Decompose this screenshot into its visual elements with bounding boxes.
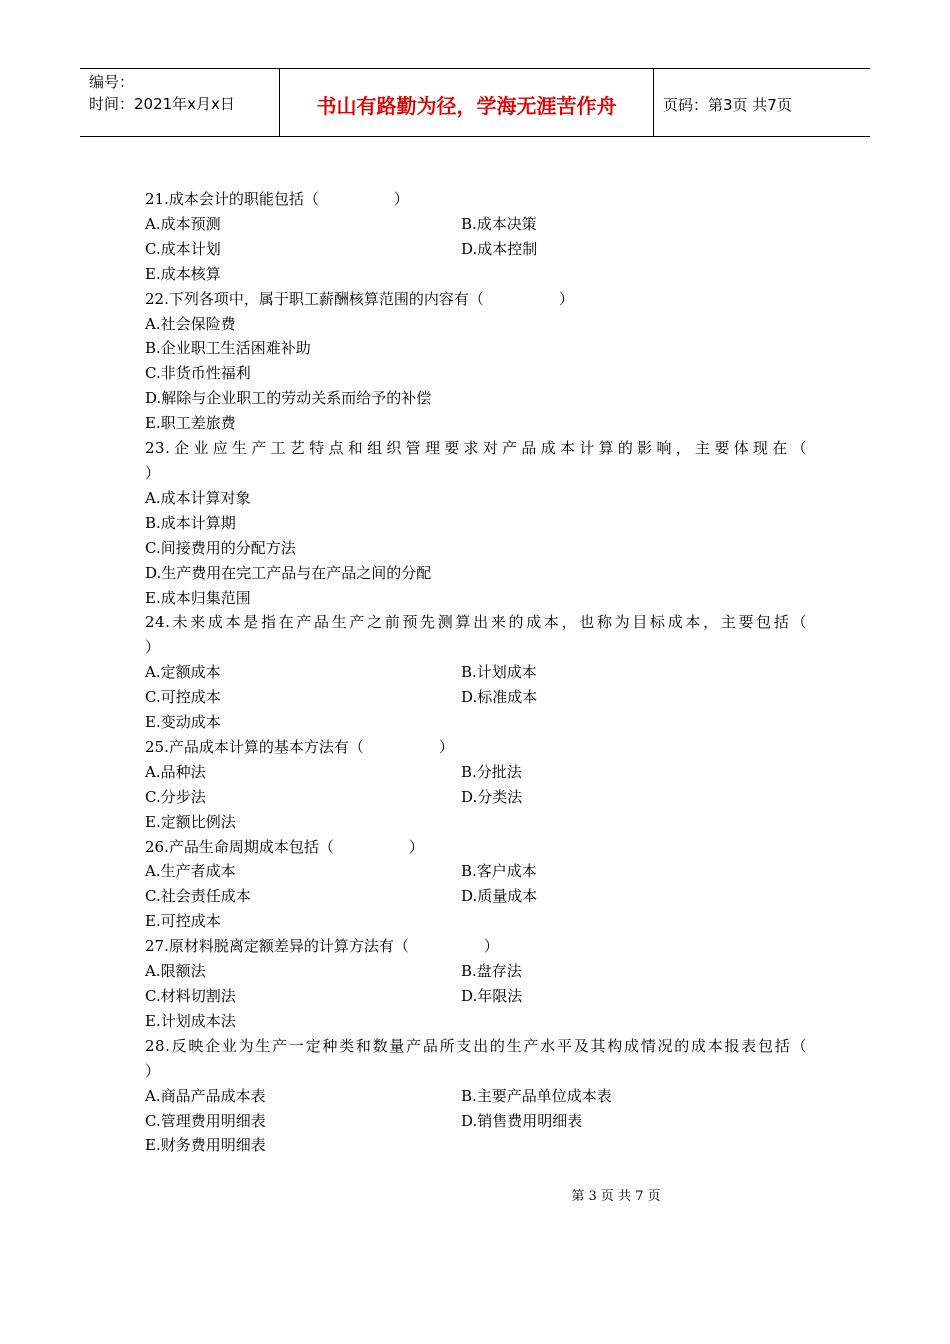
option: C.非货币性福利 <box>145 364 251 383</box>
option: C.管理费用明细表 <box>145 1111 266 1130</box>
option: E.计划成本法 <box>145 1011 236 1030</box>
option: B.计划成本 <box>461 663 537 682</box>
option: A.定额成本 <box>145 663 221 682</box>
option: C.间接费用的分配方法 <box>145 538 296 557</box>
option: A.生产者成本 <box>145 862 236 881</box>
option: E.定额比例法 <box>145 812 236 831</box>
option: B.分批法 <box>461 762 522 781</box>
option: A.品种法 <box>145 762 206 781</box>
question-stem: 27.原材料脱离定额差异的计算方法有（ ） <box>145 937 499 956</box>
option: B.主要产品单位成本表 <box>461 1086 612 1105</box>
option: D.成本控制 <box>461 239 538 258</box>
question-stem: 21.成本会计的职能包括（ ） <box>145 190 409 208</box>
option: E.职工差旅费 <box>145 414 236 433</box>
time-label: 时间：2021年x月x日 <box>89 95 235 113</box>
page-footer <box>0 1185 950 1204</box>
option: C.社会责任成本 <box>145 887 251 906</box>
question-stem: 24.未来成本是指在产品生产之前预先测算出来的成本，也称为目标成本，主要包括（ <box>145 613 807 632</box>
option: E.成本核算 <box>145 264 221 283</box>
header-page-code: 页码：第3页 共7页 <box>663 96 792 114</box>
option: E.成本归集范围 <box>145 588 251 607</box>
option: D.分类法 <box>461 787 523 806</box>
option: A.社会保险费 <box>145 314 236 333</box>
footer-page-number: 第 3 页 共 7 页 <box>571 1189 661 1204</box>
option: C.可控成本 <box>145 688 221 707</box>
option: D.标准成本 <box>461 688 538 707</box>
question-stem: 22.下列各项中，属于职工薪酬核算范围的内容有（ ） <box>145 289 574 308</box>
option: E.变动成本 <box>145 713 221 732</box>
option: B.企业职工生活困难补助 <box>145 339 311 358</box>
option: D.销售费用明细表 <box>461 1111 583 1130</box>
question-stem: 25.产品成本计算的基本方法有（ ） <box>145 737 454 756</box>
option: B.盘存法 <box>461 962 522 981</box>
option: D.年限法 <box>461 987 523 1005</box>
option: B.成本计算期 <box>145 513 236 532</box>
option: C.分步法 <box>145 787 206 806</box>
question-stem: 28.反映企业为生产一定种类和数量产品所支出的生产水平及其构成情况的成本报表包括（ <box>145 1036 807 1055</box>
option: A.成本预测 <box>145 214 221 233</box>
question-stem-cont: ） <box>145 1061 161 1080</box>
option: D.解除与企业职工的劳动关系而给予的补偿 <box>145 389 432 408</box>
option: A.成本计算对象 <box>145 488 251 507</box>
question-stem: 26.产品生命周期成本包括（ ） <box>145 837 424 856</box>
question-stem-cont: ） <box>145 463 161 482</box>
page-header <box>80 68 870 137</box>
header-meta <box>80 69 280 136</box>
option: B.成本决策 <box>461 214 537 233</box>
option: A.限额法 <box>145 962 206 981</box>
option: C.材料切割法 <box>145 987 236 1005</box>
option: D.生产费用在完工产品与在产品之间的分配 <box>145 563 432 582</box>
option: A.商品产品成本表 <box>145 1086 266 1105</box>
option: C.成本计划 <box>145 239 221 258</box>
header-motto: 书山有路勤为径，学海无涯苦作舟 <box>280 69 654 136</box>
option: D.质量成本 <box>461 887 538 906</box>
question-stem-cont: ） <box>145 638 161 657</box>
question-list <box>145 187 807 1158</box>
option: E.财务费用明细表 <box>145 1136 266 1155</box>
option: E.可控成本 <box>145 912 221 931</box>
question-stem: 23.企业应生产工艺特点和组织管理要求对产品成本计算的影响，主要体现在（ <box>145 439 807 458</box>
number-label: 编号： <box>89 73 135 91</box>
option: B.客户成本 <box>461 862 537 881</box>
